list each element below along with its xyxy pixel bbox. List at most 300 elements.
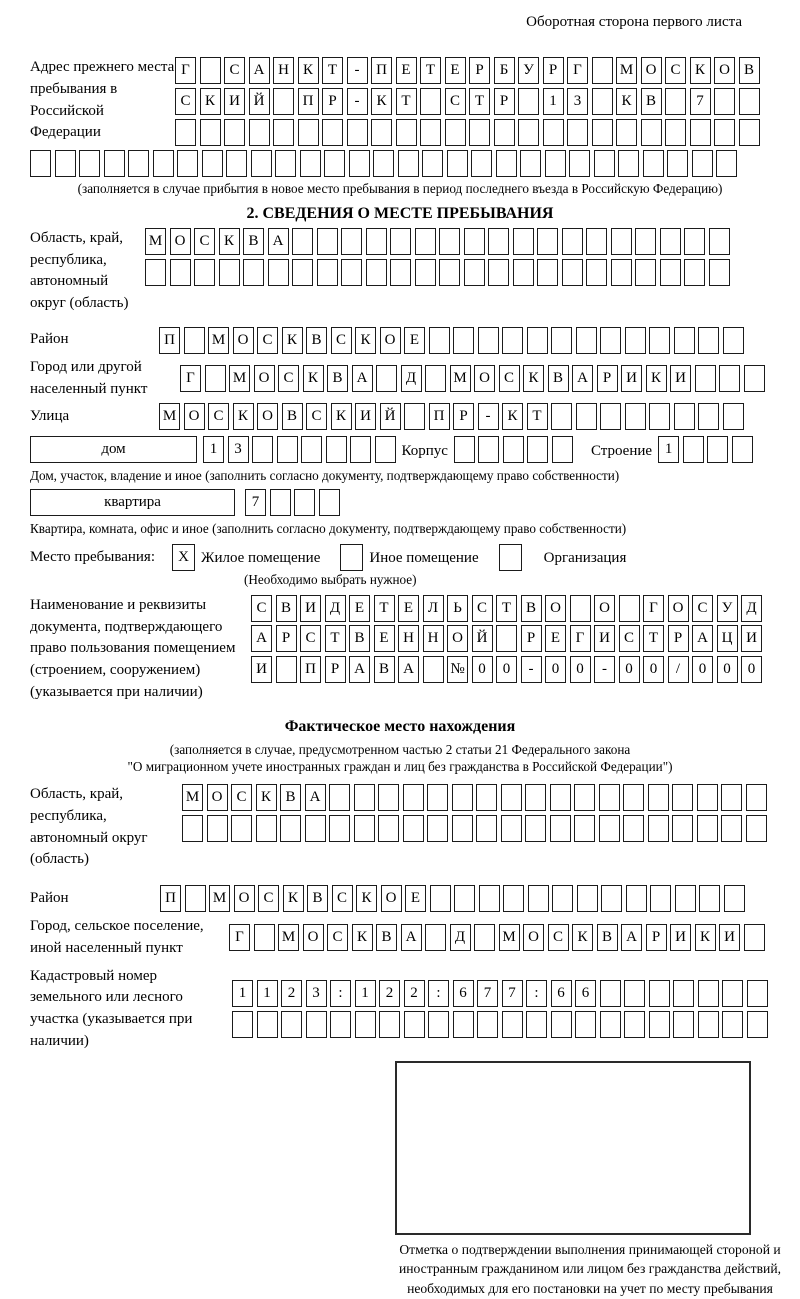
char-cell[interactable]: Г [643, 595, 664, 622]
char-cell[interactable]: 3 [567, 88, 588, 115]
char-cell[interactable] [552, 436, 573, 463]
char-cell[interactable]: П [160, 885, 181, 912]
char-cell[interactable]: 0 [472, 656, 493, 683]
char-cell[interactable] [722, 980, 743, 1007]
char-cell[interactable] [695, 365, 716, 392]
char-cell[interactable]: В [641, 88, 662, 115]
char-cell[interactable]: Р [494, 88, 515, 115]
char-cell[interactable]: К [572, 924, 593, 951]
char-cell[interactable]: 1 [257, 980, 278, 1007]
char-cell[interactable] [501, 815, 522, 842]
char-cell[interactable]: В [280, 784, 301, 811]
char-cell[interactable]: Т [496, 595, 517, 622]
char-cell[interactable] [281, 1011, 302, 1038]
char-cell[interactable]: Т [396, 88, 417, 115]
char-cell[interactable] [55, 150, 76, 177]
char-cell[interactable] [550, 784, 571, 811]
char-cell[interactable] [226, 150, 247, 177]
char-cell[interactable]: С [231, 784, 252, 811]
char-cell[interactable] [464, 259, 485, 286]
char-cell[interactable] [347, 119, 368, 146]
char-cell[interactable]: П [298, 88, 319, 115]
char-cell[interactable] [232, 1011, 253, 1038]
char-cell[interactable]: А [305, 784, 326, 811]
char-cell[interactable] [322, 119, 343, 146]
city-cells[interactable] [180, 365, 765, 392]
char-cell[interactable] [270, 489, 291, 516]
char-cell[interactable] [200, 57, 221, 84]
char-cell[interactable] [601, 885, 622, 912]
char-cell[interactable] [30, 150, 51, 177]
char-cell[interactable] [300, 150, 321, 177]
char-cell[interactable]: А [352, 365, 373, 392]
char-cell[interactable] [625, 403, 646, 430]
char-cell[interactable]: П [371, 57, 392, 84]
char-cell[interactable]: Е [405, 885, 426, 912]
char-cell[interactable]: В [521, 595, 542, 622]
char-cell[interactable] [430, 885, 451, 912]
char-cell[interactable]: М [278, 924, 299, 951]
char-cell[interactable]: Н [423, 625, 444, 652]
char-cell[interactable] [707, 436, 728, 463]
char-cell[interactable]: Й [380, 403, 401, 430]
char-cell[interactable] [422, 150, 443, 177]
char-cell[interactable]: К [356, 885, 377, 912]
char-cell[interactable]: Е [349, 595, 370, 622]
char-cell[interactable]: П [159, 327, 180, 354]
char-cell[interactable] [673, 980, 694, 1007]
char-cell[interactable]: 7 [477, 980, 498, 1007]
char-cell[interactable] [447, 150, 468, 177]
char-cell[interactable] [202, 150, 223, 177]
char-cell[interactable] [398, 150, 419, 177]
char-cell[interactable] [423, 656, 444, 683]
char-cell[interactable] [649, 980, 670, 1007]
char-cell[interactable] [474, 924, 495, 951]
char-cell[interactable] [674, 327, 695, 354]
char-cell[interactable] [674, 403, 695, 430]
char-cell[interactable] [170, 259, 191, 286]
char-cell[interactable]: - [347, 57, 368, 84]
char-cell[interactable]: № [447, 656, 468, 683]
char-cell[interactable]: С [175, 88, 196, 115]
char-cell[interactable]: К [303, 365, 324, 392]
char-cell[interactable]: : [428, 980, 449, 1007]
char-cell[interactable]: Р [597, 365, 618, 392]
char-cell[interactable]: К [690, 57, 711, 84]
char-cell[interactable]: М [616, 57, 637, 84]
char-cell[interactable] [570, 595, 591, 622]
char-cell[interactable] [477, 1011, 498, 1038]
char-cell[interactable] [452, 784, 473, 811]
char-cell[interactable] [427, 784, 448, 811]
char-cell[interactable] [623, 815, 644, 842]
region-row-1[interactable] [145, 228, 730, 255]
char-cell[interactable] [341, 259, 362, 286]
street-cells[interactable] [159, 403, 744, 430]
char-cell[interactable]: К [256, 784, 277, 811]
char-cell[interactable] [562, 259, 583, 286]
char-cell[interactable]: К [371, 88, 392, 115]
char-cell[interactable] [562, 228, 583, 255]
char-cell[interactable] [403, 784, 424, 811]
char-cell[interactable] [739, 119, 760, 146]
char-cell[interactable] [635, 259, 656, 286]
char-cell[interactable] [586, 259, 607, 286]
char-cell[interactable] [251, 150, 272, 177]
char-cell[interactable] [611, 228, 632, 255]
char-cell[interactable]: К [695, 924, 716, 951]
char-cell[interactable] [626, 885, 647, 912]
char-cell[interactable]: 6 [551, 980, 572, 1007]
char-cell[interactable] [739, 88, 760, 115]
char-cell[interactable] [390, 228, 411, 255]
char-cell[interactable] [252, 436, 273, 463]
char-cell[interactable]: С [278, 365, 299, 392]
char-cell[interactable]: О [380, 327, 401, 354]
char-cell[interactable] [747, 1011, 768, 1038]
char-cell[interactable] [349, 150, 370, 177]
char-cell[interactable] [698, 1011, 719, 1038]
char-cell[interactable] [543, 119, 564, 146]
char-cell[interactable] [665, 88, 686, 115]
char-cell[interactable]: О [207, 784, 228, 811]
char-cell[interactable] [354, 815, 375, 842]
char-cell[interactable] [619, 595, 640, 622]
char-cell[interactable] [453, 1011, 474, 1038]
prev-address-row-2[interactable] [175, 88, 760, 115]
char-cell[interactable]: Е [545, 625, 566, 652]
char-cell[interactable]: С [258, 885, 279, 912]
char-cell[interactable] [520, 150, 541, 177]
char-cell[interactable] [600, 1011, 621, 1038]
char-cell[interactable] [724, 885, 745, 912]
char-cell[interactable]: С [472, 595, 493, 622]
char-cell[interactable] [306, 1011, 327, 1038]
char-cell[interactable] [476, 784, 497, 811]
char-cell[interactable] [425, 365, 446, 392]
char-cell[interactable] [616, 119, 637, 146]
char-cell[interactable]: В [376, 924, 397, 951]
char-cell[interactable]: В [282, 403, 303, 430]
char-cell[interactable] [329, 815, 350, 842]
char-cell[interactable]: 2 [281, 980, 302, 1007]
char-cell[interactable] [224, 119, 245, 146]
house-number-cells[interactable] [203, 436, 396, 463]
char-cell[interactable]: Д [325, 595, 346, 622]
char-cell[interactable]: - [347, 88, 368, 115]
prev-address-row-3[interactable] [175, 119, 760, 146]
char-cell[interactable]: Ц [717, 625, 738, 652]
char-cell[interactable]: Г [570, 625, 591, 652]
char-cell[interactable]: И [741, 625, 762, 652]
char-cell[interactable] [551, 403, 572, 430]
char-cell[interactable]: Т [643, 625, 664, 652]
char-cell[interactable] [569, 150, 590, 177]
char-cell[interactable]: 0 [570, 656, 591, 683]
region-row-2[interactable] [145, 259, 730, 286]
char-cell[interactable] [732, 436, 753, 463]
char-cell[interactable] [672, 815, 693, 842]
char-cell[interactable]: И [670, 924, 691, 951]
char-cell[interactable]: 2 [404, 980, 425, 1007]
char-cell[interactable] [200, 119, 221, 146]
char-cell[interactable] [496, 625, 517, 652]
char-cell[interactable]: Г [175, 57, 196, 84]
char-cell[interactable]: 1 [543, 88, 564, 115]
char-cell[interactable]: Р [543, 57, 564, 84]
char-cell[interactable] [243, 259, 264, 286]
char-cell[interactable] [709, 259, 730, 286]
char-cell[interactable]: С [327, 924, 348, 951]
char-cell[interactable]: К [331, 403, 352, 430]
char-cell[interactable]: Т [469, 88, 490, 115]
char-cell[interactable]: С [331, 327, 352, 354]
char-cell[interactable]: Г [567, 57, 588, 84]
char-cell[interactable]: С [208, 403, 229, 430]
char-cell[interactable]: 7 [245, 489, 266, 516]
char-cell[interactable]: Р [453, 403, 474, 430]
char-cell[interactable]: 0 [692, 656, 713, 683]
char-cell[interactable] [104, 150, 125, 177]
char-cell[interactable]: 1 [232, 980, 253, 1007]
char-cell[interactable]: К [352, 924, 373, 951]
char-cell[interactable]: В [243, 228, 264, 255]
char-cell[interactable] [277, 436, 298, 463]
char-cell[interactable] [425, 924, 446, 951]
char-cell[interactable]: Р [668, 625, 689, 652]
char-cell[interactable]: С [257, 327, 278, 354]
char-cell[interactable] [184, 327, 205, 354]
char-cell[interactable] [528, 885, 549, 912]
char-cell[interactable] [684, 259, 705, 286]
char-cell[interactable]: А [401, 924, 422, 951]
char-cell[interactable] [518, 119, 539, 146]
char-cell[interactable]: И [224, 88, 245, 115]
char-cell[interactable]: Н [273, 57, 294, 84]
char-cell[interactable]: О [233, 327, 254, 354]
char-cell[interactable] [428, 1011, 449, 1038]
char-cell[interactable] [350, 436, 371, 463]
char-cell[interactable]: А [349, 656, 370, 683]
char-cell[interactable]: М [159, 403, 180, 430]
char-cell[interactable] [684, 228, 705, 255]
char-cell[interactable] [439, 259, 460, 286]
char-cell[interactable] [439, 228, 460, 255]
char-cell[interactable] [660, 259, 681, 286]
char-cell[interactable]: К [200, 88, 221, 115]
char-cell[interactable]: Т [420, 57, 441, 84]
char-cell[interactable] [175, 119, 196, 146]
char-cell[interactable] [592, 88, 613, 115]
char-cell[interactable]: К [298, 57, 319, 84]
actual-district-cells[interactable] [160, 885, 745, 912]
char-cell[interactable] [592, 57, 613, 84]
char-cell[interactable]: - [594, 656, 615, 683]
char-cell[interactable]: В [349, 625, 370, 652]
char-cell[interactable]: Й [249, 88, 270, 115]
char-cell[interactable] [452, 815, 473, 842]
char-cell[interactable] [594, 150, 615, 177]
char-cell[interactable]: О [447, 625, 468, 652]
char-cell[interactable]: Д [450, 924, 471, 951]
char-cell[interactable]: 1 [355, 980, 376, 1007]
char-cell[interactable] [488, 228, 509, 255]
char-cell[interactable] [219, 259, 240, 286]
char-cell[interactable]: В [597, 924, 618, 951]
char-cell[interactable]: Ь [447, 595, 468, 622]
char-cell[interactable]: М [499, 924, 520, 951]
char-cell[interactable] [501, 784, 522, 811]
char-cell[interactable]: Е [445, 57, 466, 84]
char-cell[interactable] [324, 150, 345, 177]
char-cell[interactable]: 0 [496, 656, 517, 683]
char-cell[interactable] [280, 815, 301, 842]
char-cell[interactable]: С [692, 595, 713, 622]
char-cell[interactable]: О [184, 403, 205, 430]
char-cell[interactable] [471, 150, 492, 177]
char-cell[interactable]: Т [325, 625, 346, 652]
char-cell[interactable] [599, 815, 620, 842]
stay-type-checkbox-other-premises[interactable] [340, 544, 363, 571]
char-cell[interactable] [599, 784, 620, 811]
char-cell[interactable] [600, 403, 621, 430]
actual-city-cells[interactable] [229, 924, 765, 951]
char-cell[interactable]: Р [469, 57, 490, 84]
char-cell[interactable]: - [521, 656, 542, 683]
char-cell[interactable] [366, 259, 387, 286]
char-cell[interactable]: С [306, 403, 327, 430]
char-cell[interactable]: И [719, 924, 740, 951]
char-cell[interactable] [354, 784, 375, 811]
char-cell[interactable] [537, 228, 558, 255]
char-cell[interactable] [699, 885, 720, 912]
char-cell[interactable]: А [572, 365, 593, 392]
char-cell[interactable] [376, 365, 397, 392]
char-cell[interactable] [714, 88, 735, 115]
actual-region-row-2[interactable] [182, 815, 767, 842]
korpus-cells[interactable] [454, 436, 573, 463]
char-cell[interactable] [478, 327, 499, 354]
char-cell[interactable]: А [398, 656, 419, 683]
char-cell[interactable] [576, 403, 597, 430]
char-cell[interactable] [256, 815, 277, 842]
char-cell[interactable] [317, 228, 338, 255]
char-cell[interactable] [415, 259, 436, 286]
char-cell[interactable]: : [526, 980, 547, 1007]
char-cell[interactable] [719, 365, 740, 392]
char-cell[interactable] [721, 815, 742, 842]
document-row-2[interactable] [251, 625, 762, 652]
char-cell[interactable] [420, 88, 441, 115]
char-cell[interactable]: Д [741, 595, 762, 622]
char-cell[interactable] [744, 924, 765, 951]
char-cell[interactable]: О [257, 403, 278, 430]
char-cell[interactable]: И [670, 365, 691, 392]
char-cell[interactable] [683, 436, 704, 463]
char-cell[interactable] [488, 259, 509, 286]
char-cell[interactable]: В [307, 885, 328, 912]
char-cell[interactable]: 0 [619, 656, 640, 683]
char-cell[interactable]: В [276, 595, 297, 622]
char-cell[interactable]: Й [472, 625, 493, 652]
char-cell[interactable]: О [714, 57, 735, 84]
char-cell[interactable] [537, 259, 558, 286]
char-cell[interactable] [527, 436, 548, 463]
char-cell[interactable]: С [619, 625, 640, 652]
char-cell[interactable] [249, 119, 270, 146]
char-cell[interactable]: Г [180, 365, 201, 392]
char-cell[interactable] [404, 1011, 425, 1038]
char-cell[interactable] [624, 980, 645, 1007]
char-cell[interactable]: С [445, 88, 466, 115]
char-cell[interactable] [611, 259, 632, 286]
char-cell[interactable] [479, 885, 500, 912]
char-cell[interactable] [476, 815, 497, 842]
char-cell[interactable]: Е [398, 595, 419, 622]
char-cell[interactable] [552, 885, 573, 912]
char-cell[interactable] [378, 784, 399, 811]
stay-type-checkbox-residential[interactable]: X [172, 544, 195, 571]
char-cell[interactable] [545, 150, 566, 177]
char-cell[interactable] [415, 228, 436, 255]
apartment-type-field[interactable]: квартира [30, 489, 235, 516]
prev-address-row-4[interactable] [30, 150, 770, 177]
document-row-1[interactable] [251, 595, 762, 622]
char-cell[interactable] [341, 228, 362, 255]
char-cell[interactable] [567, 119, 588, 146]
char-cell[interactable]: А [268, 228, 289, 255]
char-cell[interactable]: П [300, 656, 321, 683]
char-cell[interactable]: К [646, 365, 667, 392]
char-cell[interactable] [207, 815, 228, 842]
char-cell[interactable] [723, 327, 744, 354]
char-cell[interactable] [469, 119, 490, 146]
char-cell[interactable]: У [717, 595, 738, 622]
char-cell[interactable]: О [474, 365, 495, 392]
char-cell[interactable] [574, 815, 595, 842]
char-cell[interactable] [697, 784, 718, 811]
char-cell[interactable]: А [621, 924, 642, 951]
char-cell[interactable]: Е [374, 625, 395, 652]
cadastral-row-1[interactable] [232, 980, 768, 1007]
char-cell[interactable] [305, 815, 326, 842]
char-cell[interactable] [371, 119, 392, 146]
char-cell[interactable] [273, 88, 294, 115]
char-cell[interactable]: А [692, 625, 713, 652]
char-cell[interactable]: О [523, 924, 544, 951]
char-cell[interactable] [721, 784, 742, 811]
char-cell[interactable]: С [300, 625, 321, 652]
char-cell[interactable] [185, 885, 206, 912]
char-cell[interactable] [420, 119, 441, 146]
char-cell[interactable]: 3 [306, 980, 327, 1007]
char-cell[interactable] [709, 228, 730, 255]
char-cell[interactable]: М [450, 365, 471, 392]
char-cell[interactable]: Р [325, 656, 346, 683]
char-cell[interactable]: О [545, 595, 566, 622]
char-cell[interactable]: Т [322, 57, 343, 84]
char-cell[interactable]: 7 [502, 980, 523, 1007]
char-cell[interactable] [301, 436, 322, 463]
document-row-3[interactable] [251, 656, 762, 683]
char-cell[interactable]: С [332, 885, 353, 912]
char-cell[interactable] [254, 924, 275, 951]
char-cell[interactable] [427, 815, 448, 842]
char-cell[interactable]: О [594, 595, 615, 622]
char-cell[interactable]: К [219, 228, 240, 255]
char-cell[interactable] [464, 228, 485, 255]
